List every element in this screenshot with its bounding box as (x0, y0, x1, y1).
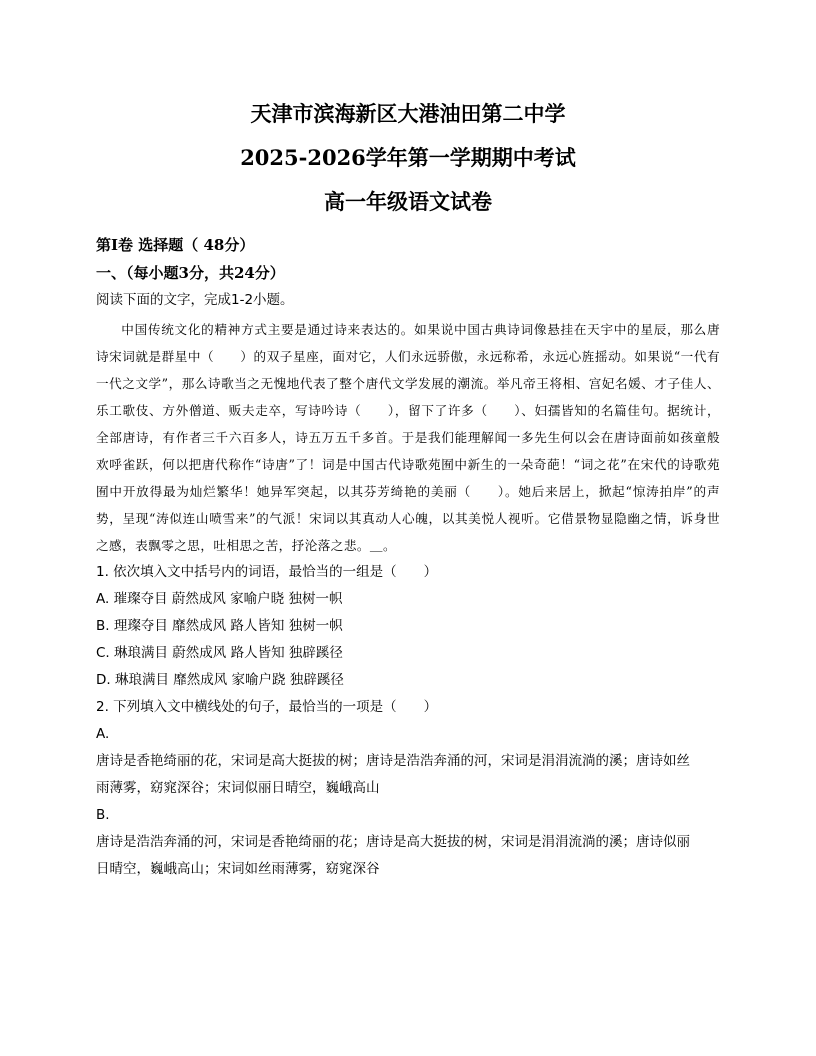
question-1-option-b: B. 理璨夺目 靡然成风 路人皆知 独树一帜 (96, 618, 343, 634)
part-heading: 一、（每小题3分，共24分） (96, 264, 285, 282)
question-2-stem: 2. 下列填入文中横线处的句子，最恰当的一项是（ ） (96, 699, 438, 715)
exam-title: 2025-2026学年第一学期期中考试 (240, 145, 576, 170)
question-2-option-a-label: A. (96, 726, 110, 742)
question-1-option-d: D. 琳琅满目 靡然成风 家喻户跷 独辟蹊径 (96, 672, 344, 688)
question-2-option-b-label: B. (96, 807, 110, 823)
question-1-option-a: A. 璀璨夺目 蔚然成风 家喻户晓 独树一帜 (96, 591, 343, 607)
reading-instruction: 阅读下面的文字，完成1-2小题。 (96, 292, 294, 308)
passage-text: 中国传统文化的精神方式主要是通过诗来表达的。如果说中国古典诗词像悬挂在天宇中的星辰，那么唐诗宋词就是群星中（ ）的双子星座，面对它，人们永远骄傲，永远称希，永远心旌摇动。如果说“一代有一代之文学”，那么诗歌当之无愧地代表了整个唐代文学发展的潮流。举凡帝王将相、宫妃名媛、才子佳人、乐工歌伎、方外僧道、贩夫走卒，写诗吟诗（ ），留下了许多（ ）、妇孺皆知的名篇佳句。据统计，全部唐诗，有作者三千六百多人，诗五万五千多首。于是我们能理解闻一多先生何以会在唐诗面前如孩童般欢呼雀跃，何以把唐代称作“诗唐”了！词是中国古代诗歌苑囿中新生的一朵奇葩！“词之花”在宋代的诗歌苑囿中开放得最为灿烂繁华！她异军突起，以其芬芳绮艳的美丽（ ）。她后来居上，掀起“惊涛拍岸”的声势，呈现“涛似连山喷雪来”的气派！宋词以其真动人心魄，以其美悦人视听。它借景物显隐幽之情，诉身世之感，表飘零之思，吐相思之苦，抒沦落之悲。＿。 (96, 322, 720, 553)
question-1-stem: 1. 依次填入文中括号内的词语，最恰当的一组是（ ） (96, 564, 438, 580)
question-2-option-b-line-1: 唐诗是浩浩奔涌的河，宋词是香艳绮丽的花；唐诗是高大挺拔的树，宋词是涓涓流淌的溪；唐诗似丽 (96, 834, 690, 850)
section-heading: 第Ⅰ卷 选择题（ 48分） (96, 236, 255, 254)
school-title: 天津市滨海新区大港油田第二中学 (250, 101, 566, 126)
question-2-option-a-line-2: 雨薄雾，窈窕深谷；宋词似丽日晴空，巍峨高山 (96, 780, 380, 796)
question-1-option-c: C. 琳琅满目 蔚然成风 路人皆知 独辟蹊径 (96, 645, 343, 661)
question-2-option-a-line-1: 唐诗是香艳绮丽的花，宋词是高大挺拔的树；唐诗是浩浩奔涌的河，宋词是涓涓流淌的溪；唐诗如丝 (96, 753, 690, 769)
paper-title: 高一年级语文试卷 (324, 189, 492, 214)
reading-passage (96, 316, 720, 559)
exam-page (96, 92, 720, 883)
question-2-option-b-line-2: 日晴空，巍峨高山；宋词如丝雨薄雾，窈窕深谷 (96, 861, 380, 877)
